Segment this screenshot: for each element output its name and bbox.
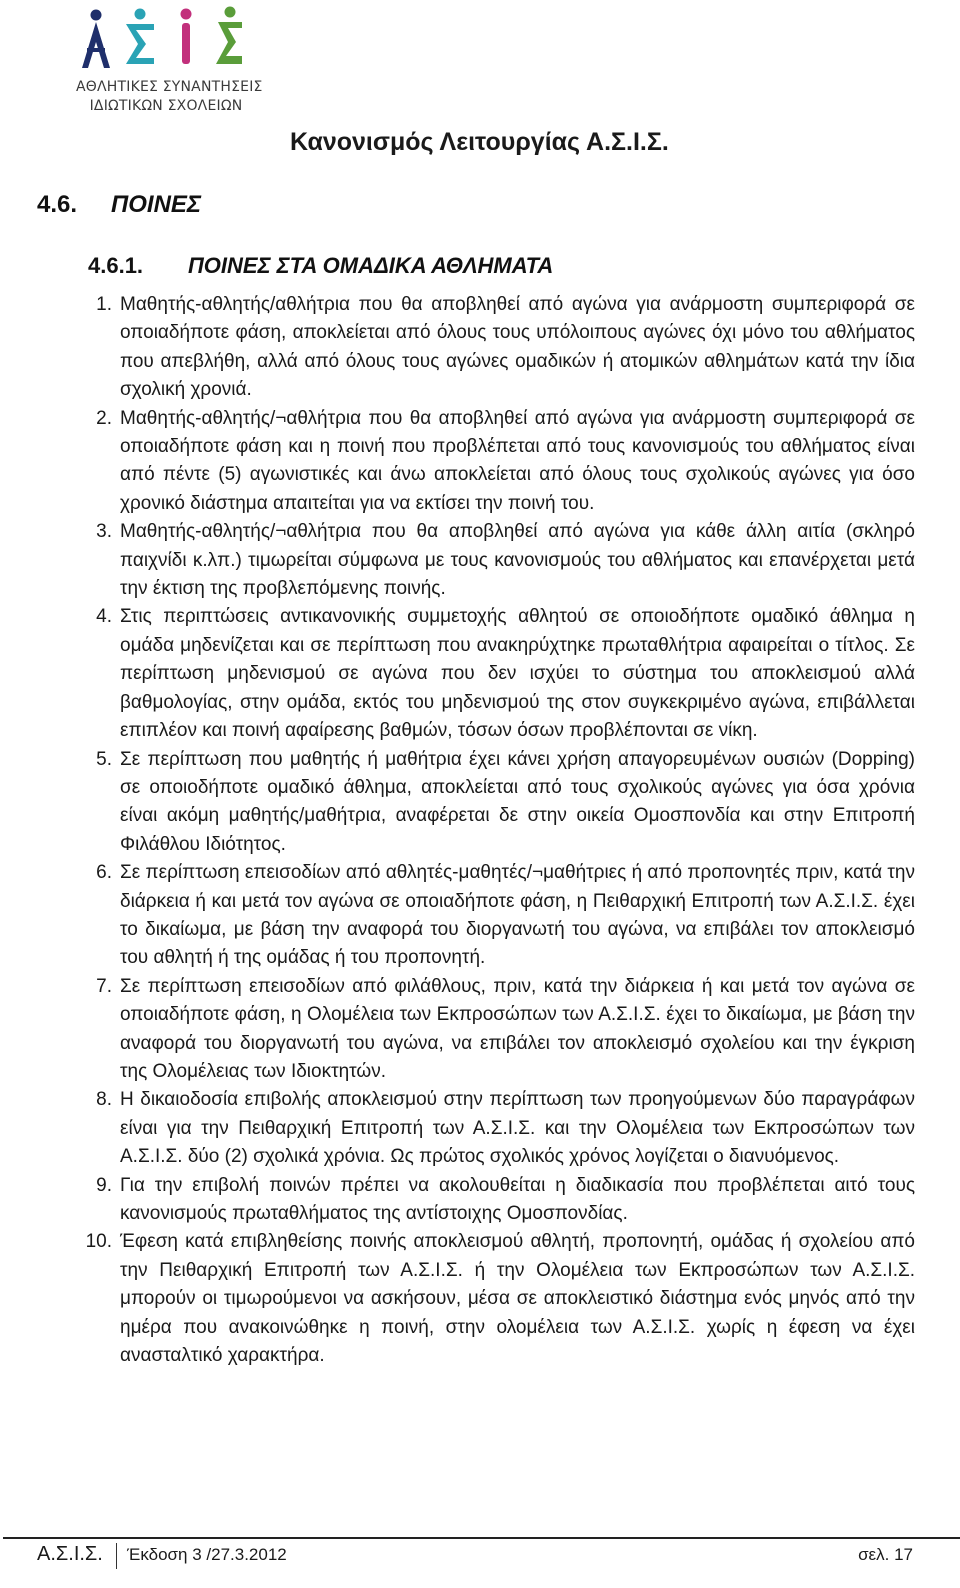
rule-number: 4. — [96, 606, 112, 628]
rule-text: Σε περίπτωση που μαθητής ή μαθήτρια έχει κάνει χρήση απαγορευμένων ουσιών (Dopping) σε οποιοδήποτε ομαδικό άθλημα, αποκλείεται από τους σχολικούς αγώνες για όσα χρόνια είναι ακόμη μαθητής/μαθήτρια, αναφέρεται δε στην οικεία Ομοσπονδία και στην Επιτροπή Φιλάθλου Ιδιότητος. — [120, 748, 915, 855]
footer-separator — [116, 1543, 117, 1569]
rule-item — [60, 1086, 915, 1171]
subsection-heading — [88, 253, 553, 279]
penalty-rules-list — [60, 291, 915, 1370]
rule-number: 10. — [85, 1231, 112, 1253]
rule-text: Μαθητής-αθλητής/¬αθλήτρια που θα αποβληθεί από αγώνα για κάθε άλλη αιτία (σκληρό παιχνίδι κ.λπ.) τιμωρείται σύμφωνα με τους κανονισμούς του αθλήματος και επανέρχεται μετά την έκτιση της προβλεπόμενης ποινής. — [120, 521, 915, 600]
rule-item — [60, 859, 915, 973]
rule-item — [60, 746, 915, 860]
rule-text: Μαθητής-αθλητής/¬αθλήτρια που θα αποβληθεί από αγώνα για ανάρμοστη συμπεριφορά σε οποιαδήποτε φάση και η ποινή που προβλέπεται από τους κανονισμούς του αθλήματος είναι από πέντε (5) αγωνιστικές και άνω αποκλείεται από όλους τους σχολικούς αγώνες για όσο χρονικό διάστημα απαιτείται για να εκτίσει την ποινή του. — [120, 407, 915, 514]
asis-logo — [76, 6, 263, 118]
section-heading — [37, 191, 201, 219]
logo-text-line-2: ΙΔΙΩΤΙΚΩΝ ΣΧΟΛΕΙΩΝ — [89, 98, 243, 114]
rule-text: Για την επιβολή ποινών πρέπει να ακολουθείται η διαδικασία που προβλέπεται αιτό τους κανονισμούς πρωταθλήματος της αντίστοιχης Ομοσπονδίας. — [120, 1174, 915, 1224]
rule-number: 5. — [96, 748, 112, 770]
rule-text: Η δικαιοδοσία επιβολής αποκλεισμού στην περίπτωση των προηγούμενων δύο παραγράφων είναι για την Πειθαρχική Επιτροπή των Α.Σ.Ι.Σ. και την Ολομέλεια των Εκπροσώπων των Α.Σ.Ι.Σ. δύο (2) σχολικά χρόνια. Ως πρώτος σχολικός χρόνος λογίζεται ο διανυόμενος. — [120, 1089, 915, 1168]
rule-number: 3. — [96, 521, 112, 543]
rule-item — [60, 973, 915, 1087]
rule-item — [60, 518, 915, 603]
rule-text: Στις περιπτώσεις αντικανονικής συμμετοχής αθλητού σε οποιοδήποτε ομαδικό άθλημα η ομάδα μηδενίζεται και σε περίπτωση που ανακηρύχτηκε πρωταθλήτρια αφαιρείται ο τίτλος. Σε περίπτωση μηδενισμού σε αγώνα που δεν ισχύει το σύστημα του αποκλεισμού αλλά βαθμολογίας, στην ομάδα, εκτός του μηδενισμού της στον συγκεκριμένο αγώνα, επιβάλλεται επιπλέον και ποινή αφαίρεσης βαθμών, τόσων όσων προβλέπονται σε νίκη. — [120, 606, 915, 742]
rule-item — [60, 405, 915, 519]
footer-page-number: σελ. 17 — [858, 1545, 913, 1564]
rule-item — [60, 1228, 915, 1370]
rule-text: Σε περίπτωση επεισοδίων από αθλητές-μαθητές/¬μαθήτριες ή από προπονητές πριν, κατά την διάρκεια ή και μετά τον αγώνα σε οποιαδήποτε φάση, η Πειθαρχική Επιτροπή των Α.Σ.Ι.Σ. έχει το δικαίωμα, με βάση την αναφορά του διοργανωτή του αγώνα, να επιβάλει τον αποκλεισμό του αθλητή ή της ομάδας ή του προπονητή. — [120, 862, 915, 969]
rule-text: Έφεση κατά επιβληθείσης ποινής αποκλεισμού αθλητή, προπονητή, ομάδας ή σχολείου από την Πειθαρχική Επιτροπή των Α.Σ.Ι.Σ. ή την Ολομέλεια των Εκπροσώπων των Α.Σ.Ι.Σ. μπορούν οι τιμωρούμενοι να ασκήσουν, μέσα σε αποκλειστικό διάστημα ενός μηνός από την ημέρα που ανακοινώθηκε η ποινή, στην ολομέλεια των Α.Σ.Ι.Σ. χωρίς η έφεση να έχει ανασταλτικό χαρακτήρα. — [120, 1231, 915, 1367]
rule-number: 6. — [96, 862, 112, 884]
rule-item — [60, 291, 915, 405]
section-number: 4.6. — [37, 191, 78, 218]
footer-divider — [3, 1537, 960, 1539]
document-title: Κανονισμός Λειτουργίας Α.Σ.Ι.Σ. — [290, 128, 669, 156]
footer-organization: Α.Σ.Ι.Σ. — [37, 1543, 103, 1565]
asis-logo-mark — [76, 6, 256, 78]
subsection-number: 4.6.1. — [88, 253, 144, 278]
rule-number: 2. — [96, 407, 112, 429]
rule-text: Σε περίπτωση επεισοδίων από φιλάθλους, πριν, κατά την διάρκεια ή και μετά τον αγώνα σε οποιαδήποτε φάση, η Ολομέλεια των Εκπροσώπων των Α.Σ.Ι.Σ. έχει το δικαίωμα, με βάση την αναφορά του διοργανωτή του αγώνα, να επιβάλει τον αποκλεισμό σχολείου και την έγκριση της Ολομέλειας των Ιδιοκτητών. — [120, 975, 915, 1082]
rule-number: 7. — [96, 975, 112, 997]
rule-item — [60, 1172, 915, 1229]
footer-edition: Έκδοση 3 /27.3.2012 — [127, 1545, 287, 1564]
subsection-title: ΠΟΙΝΕΣ ΣΤΑ ΟΜΑΔΙΚΑ ΑΘΛΗΜΑΤΑ — [188, 253, 554, 278]
rule-text: Μαθητής-αθλητής/αθλήτρια που θα αποβληθεί από αγώνα για ανάρμοστη συμπεριφορά σε οποιαδήποτε φάση, αποκλείεται από όλους τους υπόλοιπους αγώνες όχι μόνο του αθλήματος που απεβλήθη, αλλά από όλους τους αγώνες ομαδικών ή ατομικών αθλημάτων κατά την ίδια σχολική χρονιά. — [120, 294, 915, 401]
rule-item — [60, 603, 915, 745]
logo-text-line-1: ΑΘΛΗΤΙΚΕΣ ΣΥΝΑΝΤΗΣΕΙΣ — [76, 79, 263, 95]
rule-number: 1. — [96, 294, 112, 315]
section-title: ΠΟΙΝΕΣ — [111, 191, 202, 218]
rule-number: 8. — [96, 1089, 112, 1111]
rule-number: 9. — [96, 1174, 112, 1196]
